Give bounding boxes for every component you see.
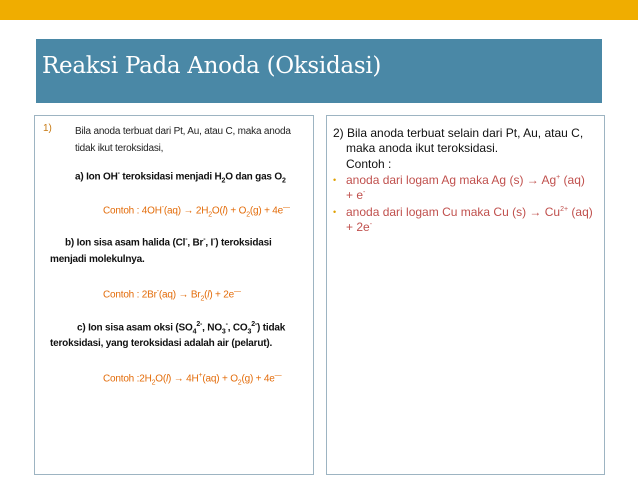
example-b-part: Contoh : 2Br (103, 289, 157, 301)
slide-title: Reaksi Pada Anoda (Oksidasi) (42, 53, 382, 79)
point-b-text-2: , Br (187, 237, 204, 249)
point-b-line-1: b) Ion sisa asam halida (Cl-, Br-, I-) teroksidasi (65, 236, 272, 249)
example-a-part-4: ) + O (224, 205, 247, 217)
point-b-text: b) Ion sisa asam halida (Cl (65, 237, 186, 249)
point-a-text: teroksidasi menjadi H (119, 171, 222, 183)
example-b-part-2: (aq) → Br (158, 289, 201, 301)
point-a: a) Ion OH- teroksidasi menjadi $H_2O$ dan gas $O_2$ (75, 170, 286, 185)
title-bar (36, 39, 602, 103)
point-a-text-2: O dan gas O (225, 171, 282, 183)
left-panel (34, 115, 314, 475)
right-contoh: Contoh : (346, 157, 392, 171)
example-b: Contoh : $2Br^-(aq) \to Br_2(l) + 2e^—$ (103, 288, 241, 303)
intro-line-1: Bila anoda terbuat dari Pt, Au, atau C, maka anoda (75, 126, 291, 137)
example-c-part-2: O( (155, 373, 167, 385)
example-a: Contoh : $4OH^-(aq) \to 2H_2O(l) + O_2(g) + 4e^—$ (103, 204, 290, 219)
point-c-text-2: , NO (202, 322, 222, 334)
point-c-line-2: teroksidasi, yang teroksidasi adalah air (pelarut). (50, 338, 273, 349)
example-c-part-3: ) → 4H (168, 373, 199, 385)
point-c-text-4: ) tidak (257, 322, 286, 334)
bullet-2-text-2: (aq) (568, 205, 593, 219)
bullet-1-text-2: (aq) (560, 173, 585, 187)
point-b-line-2: menjadi molekulnya. (50, 254, 145, 265)
item-number-1: 1) (43, 123, 52, 134)
example-c: Contoh $:2H_2O(l) \to 4H^+(aq) + O_2(g) + 4e^—$ (103, 372, 282, 387)
bullet-1-text-3: + e (346, 188, 364, 202)
example-b-liquid: l (207, 289, 210, 301)
right-line-2: maka anoda ikut teroksidasi. (346, 141, 499, 155)
example-c-part-5: (g) + 4e (241, 373, 275, 385)
example-c-part: Contoh :2H (103, 373, 152, 385)
right-panel (326, 115, 605, 475)
right-line-1: 2) Bila anoda terbuat selain dari Pt, Au, atau C, (333, 126, 584, 140)
point-b-text-4: ) teroksidasi (215, 237, 272, 249)
bullet-dot-2: • (333, 207, 337, 217)
example-b-part-3: ( (204, 289, 208, 301)
example-a-part-3: O( (211, 205, 223, 217)
intro-line-2: tidak ikut teroksidasi, (75, 143, 164, 154)
bullet-1-line-2: + e- (346, 188, 366, 202)
point-c-text-3: , CO (227, 322, 248, 334)
point-c-text: c) Ion sisa asam oksi (SO (77, 322, 193, 334)
example-c-part-4: (aq) + O (202, 373, 238, 385)
intro-paragraph (75, 123, 291, 157)
bullet-1-text: anoda dari logam Ag maka Ag (s) → Ag (346, 173, 557, 187)
bullet-2-line-1: anoda dari logam Cu maka Cu $(s) \to Cu^{2+}$ (aq) (346, 205, 593, 219)
example-c-liquid: l (166, 373, 169, 385)
point-b-text-3: , I (205, 237, 214, 249)
example-a-liquid: l (222, 205, 225, 217)
bullet-2-text-3: + 2e (346, 220, 370, 234)
example-a-part-5: (g) + 4e (249, 205, 284, 217)
bullet-2-line-2: + 2e- (346, 220, 373, 234)
point-c-line-1: c) Ion sisa asam oksi ($SO_4^{2-}$, $NO_3^-$, $CO_3^{2-}$) tidak (77, 321, 286, 336)
top-accent-bar (0, 0, 638, 20)
bullet-dot-1: • (333, 175, 337, 185)
example-b-part-4: ) + 2e (209, 289, 234, 301)
bullet-1-line-1: anoda dari logam Ag maka Ag (s) → Ag+ (aq) (346, 173, 585, 187)
example-a-part-2: (aq) → 2H (163, 205, 209, 217)
point-a-label: a) Ion OH (75, 171, 118, 183)
example-a-part: Contoh : 4OH (103, 205, 162, 217)
bullet-2-text: anoda dari logam Cu maka Cu (s) → Cu (346, 205, 561, 219)
